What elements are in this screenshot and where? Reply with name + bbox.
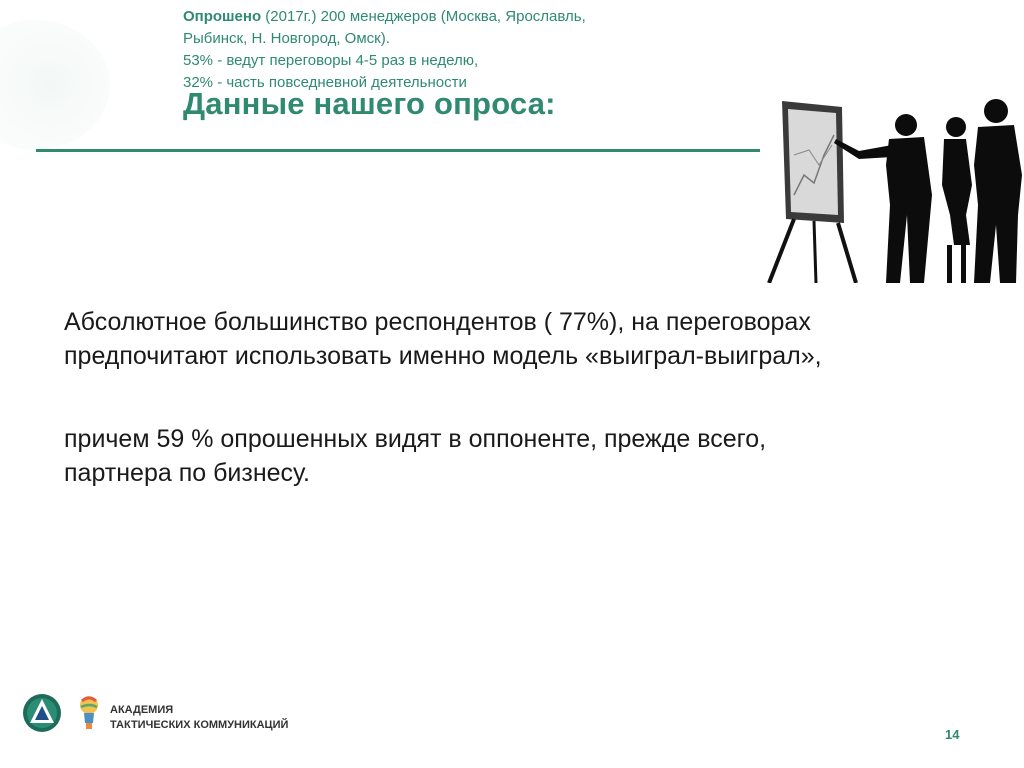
paragraph-partner-line-1: причем 59 % опрошенных видят в оппоненте, прежде всего, [64, 425, 767, 453]
title-underline [36, 149, 760, 152]
background-decoration [0, 20, 110, 150]
survey-lead: Опрошено [183, 8, 262, 25]
survey-line-4: 32% - часть повседневной деятельности [183, 74, 467, 91]
paragraph-partner-line-2: партнера по бизнесу. [64, 459, 310, 487]
organization-name-line-1: АКАДЕМИЯ [110, 704, 174, 716]
paragraph-majority-line-1: Абсолютное большинство респондентов ( 77%), на переговорах [64, 308, 811, 336]
business-presentation-photo [764, 95, 1024, 283]
brain-head-icon [78, 695, 100, 731]
survey-info [183, 6, 743, 94]
survey-line-2: Рыбинск, Н. Новгород, Омск). [183, 30, 390, 47]
survey-line-3: 53% - ведут переговоры 4-5 раз в неделю, [183, 52, 479, 69]
slide-title: Данные нашего опроса: [183, 86, 556, 121]
paragraph-majority-line-2: предпочитают использовать именно модель «выиграл-выиграл», [64, 342, 822, 370]
paragraph-majority [64, 305, 964, 373]
page-number: 14 [945, 727, 960, 742]
survey-line-1-rest: (2017г.) 200 менеджеров (Москва, Ярославль, [261, 8, 586, 25]
paragraph-partner [64, 422, 964, 490]
survey-line-1 [183, 6, 743, 28]
organization-name-line-2: ТАКТИЧЕСКИХ КОММУНИКАЦИЙ [110, 719, 289, 731]
academy-logo-icon [22, 693, 62, 733]
organization-name [110, 703, 288, 733]
